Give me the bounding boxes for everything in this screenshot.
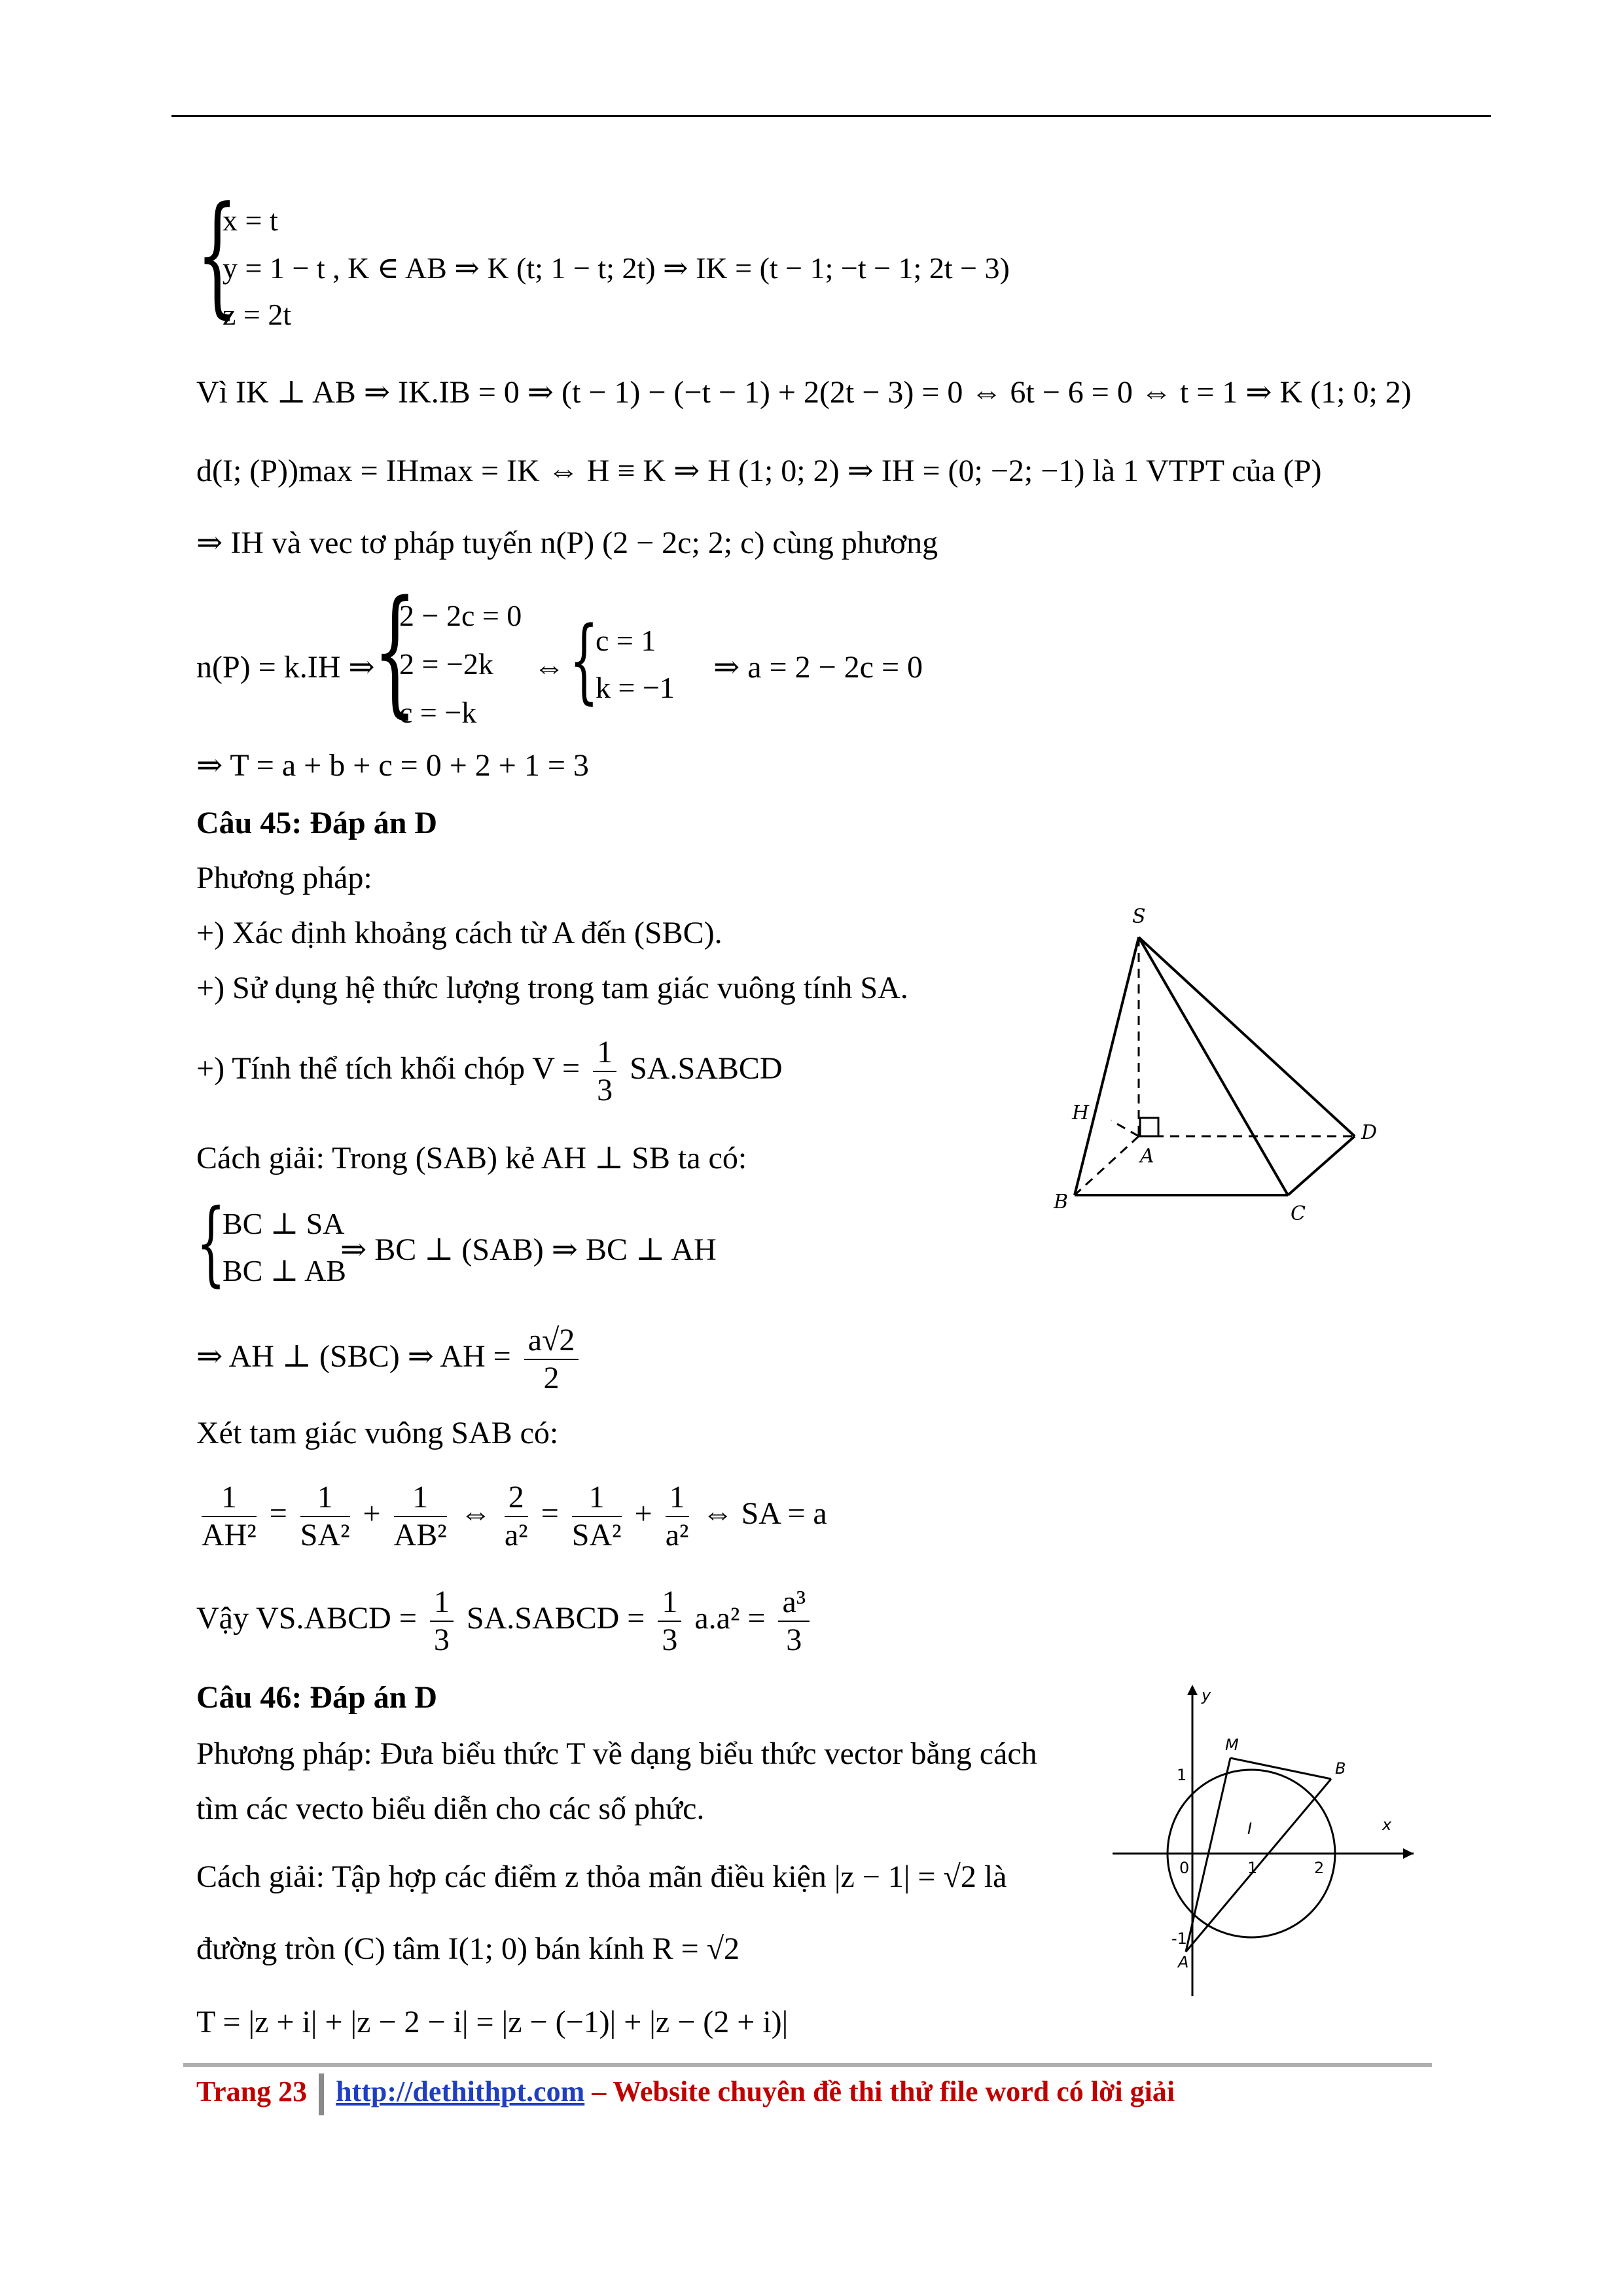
edge-sb: [1075, 937, 1139, 1195]
denominator: 3: [662, 1623, 678, 1657]
np-equation-left: n(P) = k.IH ⇒: [196, 650, 375, 685]
denominator: SA²: [571, 1518, 622, 1552]
right-triangle-text: Xét tam giác vuông SAB có:: [196, 1416, 559, 1450]
header-rule: [171, 115, 1491, 117]
tick-y-neg1: -1: [1171, 1929, 1187, 1948]
one-third-fraction: [593, 1034, 616, 1109]
equivalence-symbol: ⇔: [533, 650, 565, 685]
denominator: 3: [433, 1623, 450, 1657]
y-axis-arrow: [1187, 1685, 1198, 1695]
fraction: [505, 1479, 528, 1554]
system-k-param: [196, 179, 1113, 347]
tick-x-2: 2: [1314, 1859, 1325, 1877]
a-result: ⇒ a = 2 − 2c = 0: [713, 650, 923, 685]
website-link[interactable]: http://dethithpt.com: [336, 2075, 585, 2108]
fraction: [572, 1479, 622, 1554]
label-m: M: [1225, 1736, 1239, 1754]
left-brace: {: [196, 1190, 226, 1297]
edge-sd: [1139, 937, 1355, 1136]
label-y: y: [1202, 1686, 1211, 1704]
volume-result: [196, 1584, 815, 1659]
label-h: H: [1072, 1102, 1090, 1124]
t-sum: ⇒ T = a + b + c = 0 + 2 + 1 = 3: [196, 748, 589, 783]
pyramid-figure: [1034, 897, 1400, 1237]
numerator: 1: [202, 1479, 257, 1517]
method-step: +) Xác định khoảng cách từ A đến (SBC).: [196, 916, 722, 950]
numerator: 2: [505, 1479, 528, 1517]
system-line: 2 − 2c = 0: [399, 599, 522, 632]
page-number: Trang 23: [196, 2075, 308, 2108]
left-brace: {: [569, 607, 599, 714]
denominator: a²: [665, 1518, 689, 1552]
denominator: 2: [543, 1361, 560, 1395]
method-label: Phương pháp:: [196, 861, 372, 895]
edge-ab: [1075, 1136, 1139, 1195]
label-a: A: [1178, 1953, 1189, 1971]
method-step: +) Sử dụng hệ thức lượng trong tam giác vuông tính SA.: [196, 971, 908, 1005]
origin-label: 0: [1179, 1859, 1190, 1877]
ah-fraction: [524, 1322, 579, 1397]
label-c: C: [1291, 1202, 1306, 1225]
left-brace: {: [373, 571, 417, 731]
ah-prefix: ⇒ AH ⊥ (SBC) ⇒ AH =: [196, 1339, 511, 1374]
footer: [196, 2073, 1175, 2115]
system-line: c = 1: [596, 624, 656, 657]
segment-ah: [1111, 1121, 1139, 1136]
system-line: BC ⊥ AB: [223, 1254, 346, 1287]
question-46-heading: Câu 46: Đáp án D: [196, 1680, 438, 1715]
fraction: [300, 1479, 350, 1554]
denominator: 3: [786, 1623, 802, 1657]
numerator: 1: [666, 1479, 689, 1517]
solution-intro: Cách giải: Trong (SAB) kẻ AH ⊥ SB ta có:: [196, 1141, 747, 1175]
ah-result: [196, 1322, 584, 1397]
solution-text: Cách giải: Tập hợp các điểm z thỏa mãn điều kiện |z − 1| = √2 là: [196, 1859, 1007, 1894]
vi-equation: Vì IK ⊥ AB ⇒ IK.IB = 0 ⇒ (t − 1) − (−t − 1) + 2(2t − 3) = 0 ⇔ 6t − 6 = 0 ⇔ t = 1 ⇒ K (1; 0; 2): [196, 375, 1412, 410]
volume-suffix: SA.SABCD: [630, 1051, 783, 1086]
left-brace: {: [196, 179, 238, 331]
volume-prefix: +) Tính thể tích khối chóp V =: [196, 1051, 580, 1086]
tick-y-1: 1: [1177, 1766, 1187, 1784]
denominator: AB²: [393, 1518, 447, 1552]
numerator: a³: [778, 1584, 810, 1622]
fraction: [202, 1479, 257, 1554]
x-axis-arrow: [1403, 1848, 1414, 1859]
label-d: D: [1361, 1121, 1378, 1144]
volume-mid: SA.SABCD =: [466, 1601, 645, 1636]
system-line: y = 1 − t , K ∈ AB ⇒ K (t; 1 − t; 2t) ⇒ IK = (t − 1; −t − 1; 2t − 3): [223, 251, 1010, 285]
system-c-result: [569, 607, 700, 719]
sa-result: ⇔ SA = a: [702, 1496, 827, 1532]
distance-equation: d(I; (P))max = IHmax = IK ⇔ H ≡ K ⇒ H (1; 0; 2) ⇒ IH = (0; −2; −1) là 1 VTPT của (P): [196, 454, 1322, 488]
tick-x-1: 1: [1247, 1859, 1258, 1877]
denominator: SA²: [300, 1518, 350, 1552]
system-line: BC ⊥ SA: [223, 1207, 345, 1240]
bc-perp-result: ⇒ BC ⊥ (SAB) ⇒ BC ⊥ AH: [340, 1232, 717, 1267]
system-line: k = −1: [596, 671, 675, 704]
fraction: [666, 1479, 689, 1554]
label-x: x: [1382, 1816, 1392, 1834]
footer-separator: [319, 2073, 324, 2115]
question-45-heading: Câu 45: Đáp án D: [196, 806, 438, 840]
label-s: S: [1132, 905, 1146, 928]
fraction: [778, 1584, 810, 1659]
denominator: 3: [597, 1073, 613, 1107]
pythagoras-equation: $\frac{1}{\text{AH²}}$ = $\frac{1}{\text{SA²}}$ + $\frac{1}{\text{AB²}}$ ⇔ $\frac{2}{\text{a²}}$ = $\frac{1}{\text{SA²}}$ + $\frac{1}{\text{a²}}$ ⇔ SA = a: [202, 1480, 827, 1552]
numerator: 1: [430, 1584, 454, 1622]
numerator: 1: [572, 1479, 622, 1517]
numerator: 1: [593, 1034, 616, 1072]
system-line: c = −k: [399, 696, 477, 729]
circle-figure: [1113, 1682, 1414, 2003]
denominator: a²: [504, 1518, 528, 1552]
fraction: [430, 1584, 454, 1659]
method-text: tìm các vecto biểu diễn cho các số phức.: [196, 1791, 705, 1826]
segment-ab: [1186, 1779, 1331, 1952]
solution-text: đường tròn (C) tâm I(1; 0) bán kính R = √2: [196, 1931, 740, 1966]
volume-mid2: a.a² =: [694, 1601, 766, 1636]
system-line: 2 = −2k: [399, 647, 493, 681]
numerator: a√2: [524, 1322, 579, 1360]
label-b: B: [1335, 1759, 1346, 1778]
fraction: [658, 1584, 681, 1659]
t-expression: T = |z + i| + |z − 2 − i| = |z − (−1)| + |z − (2 + i)|: [196, 2005, 789, 2039]
denominator: AH²: [202, 1518, 257, 1552]
ih-vector-text: ⇒ IH và vec tơ pháp tuyến n(P) (2 − 2c; 2; c) cùng phương: [196, 526, 938, 560]
label-b: B: [1054, 1191, 1069, 1213]
footer-tagline: – Website chuyên đề thi thử file word có lời giải: [584, 2075, 1175, 2108]
label-i: I: [1247, 1820, 1253, 1838]
method-text: Phương pháp: Đưa biểu thức T về dạng biểu thức vector bằng cách: [196, 1736, 1037, 1771]
edge-cd: [1288, 1136, 1355, 1195]
system-line: x = t: [223, 204, 278, 237]
volume-prefix: Vậy VS.ABCD =: [196, 1601, 417, 1636]
numerator: 1: [394, 1479, 447, 1517]
method-step-volume: [196, 1034, 783, 1109]
edge-sc: [1139, 937, 1288, 1195]
system-line: z = 2t: [223, 298, 292, 331]
right-angle-mark: [1140, 1118, 1158, 1136]
label-a: A: [1140, 1145, 1154, 1168]
fraction: [394, 1479, 447, 1554]
numerator: 1: [658, 1584, 681, 1622]
numerator: 1: [300, 1479, 350, 1517]
footer-rule: [183, 2063, 1432, 2067]
